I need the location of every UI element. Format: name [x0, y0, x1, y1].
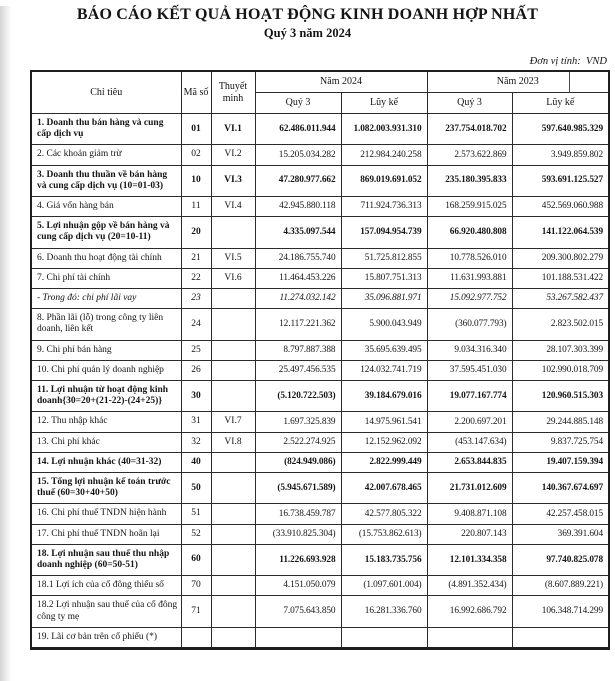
row-note — [211, 340, 255, 360]
row-code: 31 — [181, 412, 211, 432]
row-code: 01 — [181, 113, 211, 144]
value-2024-luyke: 35.096.881.971 — [341, 289, 427, 309]
row-code: 21 — [181, 248, 211, 268]
header-2024-quy3: Quý 3 — [255, 93, 341, 114]
table-row — [31, 268, 609, 288]
value-2024-luyke: 51.725.812.855 — [341, 248, 427, 268]
table-row — [31, 576, 609, 596]
table-row — [31, 473, 609, 504]
value-2024-luyke: 711.924.736.313 — [341, 197, 427, 217]
value-2023-luyke: 42.257.458.015 — [512, 504, 609, 524]
table-row — [31, 309, 609, 340]
value-2023-luyke: 369.391.604 — [512, 524, 609, 544]
value-2023-luyke: 452.569.060.988 — [512, 197, 609, 217]
value-2024-quy3: 4.151.050.079 — [255, 576, 341, 596]
value-2023-quy3: 37.595.451.030 — [427, 360, 512, 380]
table-row — [31, 248, 609, 268]
row-label: 5. Lợi nhuận gộp về bán hàng và cung cấp dịch vụ (20=10-11) — [31, 217, 181, 248]
value-2023-quy3: 235.180.395.833 — [427, 165, 512, 196]
row-note — [211, 289, 255, 309]
row-label: 8. Phần lãi (lỗ) trong công ty liên doanh, liên kết — [31, 309, 181, 340]
table-row — [31, 165, 609, 196]
value-2023-luyke: (8.607.889.221) — [512, 576, 609, 596]
header-2024-luyke: Lũy kế — [341, 93, 427, 114]
value-2024-quy3: 11.464.453.226 — [255, 268, 341, 288]
row-label: 9. Chi phí bán hàng — [31, 340, 181, 360]
row-note — [211, 576, 255, 596]
value-2024-luyke — [341, 627, 427, 648]
value-2023-luyke: 141.122.064.539 — [512, 217, 609, 248]
row-note — [211, 524, 255, 544]
row-label: 18.1 Lợi ích của cổ đông thiểu số — [31, 576, 181, 596]
value-2023-quy3: (360.077.793) — [427, 309, 512, 340]
row-note: VI.8 — [211, 432, 255, 452]
value-2023-luyke — [512, 627, 609, 648]
value-2024-luyke: 14.975.961.541 — [341, 412, 427, 432]
value-2024-luyke: 869.019.691.052 — [341, 165, 427, 196]
row-code: 10 — [181, 165, 211, 196]
value-2024-luyke: 42.007.678.465 — [341, 473, 427, 504]
row-label: 2. Các khoản giảm trừ — [31, 145, 181, 165]
value-2024-luyke: 157.094.954.739 — [341, 217, 427, 248]
value-2023-quy3: 2.200.697.201 — [427, 412, 512, 432]
value-2023-quy3: 15.092.977.752 — [427, 289, 512, 309]
value-2023-luyke: 140.367.674.697 — [512, 473, 609, 504]
row-note — [211, 627, 255, 648]
value-2023-luyke: 593.691.125.527 — [512, 165, 609, 196]
row-note: VI.4 — [211, 197, 255, 217]
row-label: 18. Lợi nhuận sau thuế thu nhập doanh nghiệp (60=50-51) — [31, 544, 181, 575]
row-code: 24 — [181, 309, 211, 340]
value-2024-luyke: 2.822.999.449 — [341, 452, 427, 472]
row-label: 18.2 Lợi nhuận sau thuế của cổ đông công ty mẹ — [31, 596, 181, 627]
header-ma-so: Mã số — [181, 71, 211, 113]
row-note: VI.3 — [211, 165, 255, 196]
row-code: 50 — [181, 473, 211, 504]
value-2023-quy3: 168.259.915.025 — [427, 197, 512, 217]
value-2023-luyke: 120.960.515.303 — [512, 381, 609, 412]
value-2024-quy3: 42.945.880.118 — [255, 197, 341, 217]
value-2023-quy3: 9.034.316.340 — [427, 340, 512, 360]
row-code: 25 — [181, 340, 211, 360]
value-2024-quy3: 62.486.011.944 — [255, 113, 341, 144]
row-code: 52 — [181, 524, 211, 544]
row-note — [211, 544, 255, 575]
value-2024-quy3: 11.226.693.928 — [255, 544, 341, 575]
row-label: 14. Lợi nhuận khác (40=31-32) — [31, 452, 181, 472]
header-2023-quy3: Quý 3 — [427, 93, 512, 114]
value-2023-quy3: 2.573.622.869 — [427, 145, 512, 165]
table-row — [31, 113, 609, 144]
row-note — [211, 452, 255, 472]
row-code: 40 — [181, 452, 211, 472]
header-2023-luyke: Lũy kế — [512, 93, 609, 114]
value-2024-luyke: 1.082.003.931.310 — [341, 113, 427, 144]
value-2024-quy3: 16.738.459.787 — [255, 504, 341, 524]
table-row — [31, 524, 609, 544]
value-2023-quy3: 9.408.871.108 — [427, 504, 512, 524]
value-2023-quy3: 10.778.526.010 — [427, 248, 512, 268]
table-row — [31, 412, 609, 432]
page-subtitle: Quý 3 năm 2024 — [263, 26, 352, 41]
value-2023-luyke: 28.107.303.399 — [512, 340, 609, 360]
row-code: 71 — [181, 596, 211, 627]
row-code: 20 — [181, 217, 211, 248]
table-row — [31, 197, 609, 217]
value-2024-quy3: 25.497.456.535 — [255, 360, 341, 380]
header-year-2024: Năm 2024 — [255, 71, 427, 92]
row-code: 11 — [181, 197, 211, 217]
value-2023-quy3: 21.731.012.609 — [427, 473, 512, 504]
value-2024-quy3: 47.280.977.662 — [255, 165, 341, 196]
row-note — [211, 381, 255, 412]
value-2023-quy3: 237.754.018.702 — [427, 113, 512, 144]
value-2023-luyke: 97.740.825.078 — [512, 544, 609, 575]
value-2023-quy3: 19.077.167.774 — [427, 381, 512, 412]
row-label: 7. Chi phí tài chính — [31, 268, 181, 288]
row-code: 23 — [181, 289, 211, 309]
header-year-2023 — [427, 71, 609, 92]
row-label: 13. Chi phí khác — [31, 432, 181, 452]
header-year-2023-label: Năm 2023 — [496, 76, 539, 88]
value-2024-quy3: 15.205.034.282 — [255, 145, 341, 165]
value-2023-luyke: 9.837.725.754 — [512, 432, 609, 452]
row-label: 19. Lãi cơ bản trên cổ phiếu (*) — [31, 627, 181, 648]
table-header — [31, 71, 609, 113]
value-2023-luyke: 19.407.159.394 — [512, 452, 609, 472]
row-note — [211, 504, 255, 524]
row-note: VI.6 — [211, 268, 255, 288]
value-2023-quy3: 66.920.480.808 — [427, 217, 512, 248]
row-label: 12. Thu nhập khác — [31, 412, 181, 432]
value-2024-quy3: 8.797.887.388 — [255, 340, 341, 360]
table-row — [31, 289, 609, 309]
value-2023-quy3: 12.101.334.358 — [427, 544, 512, 575]
row-label: 4. Giá vốn hàng bán — [31, 197, 181, 217]
row-note: VI.1 — [211, 113, 255, 144]
value-2023-luyke: 597.640.985.329 — [512, 113, 609, 144]
value-2024-luyke: 16.281.336.760 — [341, 596, 427, 627]
value-2023-luyke: 209.300.802.279 — [512, 248, 609, 268]
value-2023-quy3: 11.631.993.881 — [427, 268, 512, 288]
value-2024-luyke: 212.984.240.258 — [341, 145, 427, 165]
value-2024-luyke: (1.097.601.004) — [341, 576, 427, 596]
value-2024-quy3: (33.910.825.304) — [255, 524, 341, 544]
table-row — [31, 544, 609, 575]
value-2024-luyke: (15.753.862.613) — [341, 524, 427, 544]
table-row — [31, 217, 609, 248]
row-note — [211, 309, 255, 340]
value-2023-luyke: 53.267.582.437 — [512, 289, 609, 309]
table-row — [31, 360, 609, 380]
row-note — [211, 473, 255, 504]
row-label: 1. Doanh thu bán hàng và cung cấp dịch vụ — [31, 113, 181, 144]
value-2023-quy3: (453.147.634) — [427, 432, 512, 452]
table-row — [31, 452, 609, 472]
row-note: VI.2 — [211, 145, 255, 165]
value-2024-quy3: (824.949.086) — [255, 452, 341, 472]
value-2024-luyke: 15.183.735.756 — [341, 544, 427, 575]
row-code — [181, 627, 211, 648]
value-2023-quy3: 2.653.844.835 — [427, 452, 512, 472]
table-row — [31, 627, 609, 648]
value-2024-luyke: 124.032.741.719 — [341, 360, 427, 380]
report-table-body — [31, 113, 609, 648]
row-code: 30 — [181, 381, 211, 412]
header-thuyet-minh: Thuyết minh — [211, 71, 255, 113]
income-statement-table — [30, 70, 610, 650]
value-2024-luyke: 15.807.751.313 — [341, 268, 427, 288]
row-code: 70 — [181, 576, 211, 596]
value-2024-quy3 — [255, 627, 341, 648]
value-2023-luyke: 2.823.502.015 — [512, 309, 609, 340]
value-2024-luyke: 39.184.679.016 — [341, 381, 427, 412]
row-code: 51 — [181, 504, 211, 524]
scan-edge-artifact — [0, 6, 12, 681]
value-2023-quy3: 220.807.143 — [427, 524, 512, 544]
value-2024-quy3: 11.274.032.142 — [255, 289, 341, 309]
row-label: 3. Doanh thu thuần về bán hàng và cung cấp dịch vụ (10=01-03) — [31, 165, 181, 196]
row-note: VI.7 — [211, 412, 255, 432]
row-label: 16. Chi phí thuế TNDN hiện hành — [31, 504, 181, 524]
row-label: 17. Chi phí thuế TNDN hoãn lại — [31, 524, 181, 544]
row-code: 32 — [181, 432, 211, 452]
value-2023-luyke: 106.348.714.299 — [512, 596, 609, 627]
table-row — [31, 596, 609, 627]
value-2023-luyke: 101.188.531.422 — [512, 268, 609, 288]
value-2024-quy3: (5.120.722.503) — [255, 381, 341, 412]
row-label: 6. Doanh thu hoạt động tài chính — [31, 248, 181, 268]
scan-artifact-line — [569, 72, 570, 92]
row-label: - Trong đó: chi phí lãi vay — [31, 289, 181, 309]
value-2024-quy3: 12.117.221.362 — [255, 309, 341, 340]
value-2024-quy3: 1.697.325.839 — [255, 412, 341, 432]
row-note — [211, 217, 255, 248]
row-code: 26 — [181, 360, 211, 380]
value-2023-luyke: 102.990.018.709 — [512, 360, 609, 380]
value-2024-luyke: 5.900.043.949 — [341, 309, 427, 340]
row-note — [211, 360, 255, 380]
table-row — [31, 504, 609, 524]
value-2024-quy3: 2.522.274.925 — [255, 432, 341, 452]
value-2024-quy3: 7.075.643.850 — [255, 596, 341, 627]
row-code: 02 — [181, 145, 211, 165]
header-chi-tieu: Chỉ tiêu — [31, 71, 181, 113]
value-2023-quy3 — [427, 627, 512, 648]
row-code: 60 — [181, 544, 211, 575]
value-2023-luyke: 29.244.885.148 — [512, 412, 609, 432]
value-2024-quy3: (5.945.671.589) — [255, 473, 341, 504]
row-label: 11. Lợi nhuận từ hoạt động kinh doanh{30=20+(21-22)-(24+25)} — [31, 381, 181, 412]
unit-note: Đơn vị tính: VND — [529, 56, 607, 68]
row-label: 15. Tổng lợi nhuận kế toán trước thuế (60=30+40+50) — [31, 473, 181, 504]
table-row — [31, 432, 609, 452]
page-title: BÁO CÁO KẾT QUẢ HOẠT ĐỘNG KINH DOANH HỢP NHẤT — [76, 6, 539, 23]
table-row — [31, 340, 609, 360]
value-2023-quy3: (4.891.352.434) — [427, 576, 512, 596]
row-note — [211, 596, 255, 627]
value-2023-luyke: 3.949.859.802 — [512, 145, 609, 165]
row-code: 22 — [181, 268, 211, 288]
value-2024-quy3: 4.335.097.544 — [255, 217, 341, 248]
value-2023-quy3: 16.992.686.792 — [427, 596, 512, 627]
value-2024-luyke: 42.577.805.322 — [341, 504, 427, 524]
value-2024-luyke: 35.695.639.495 — [341, 340, 427, 360]
value-2024-luyke: 12.152.962.092 — [341, 432, 427, 452]
row-label: 10. Chi phí quản lý doanh nghiệp — [31, 360, 181, 380]
value-2024-quy3: 24.186.755.740 — [255, 248, 341, 268]
table-row — [31, 145, 609, 165]
table-row — [31, 381, 609, 412]
row-note: VI.5 — [211, 248, 255, 268]
